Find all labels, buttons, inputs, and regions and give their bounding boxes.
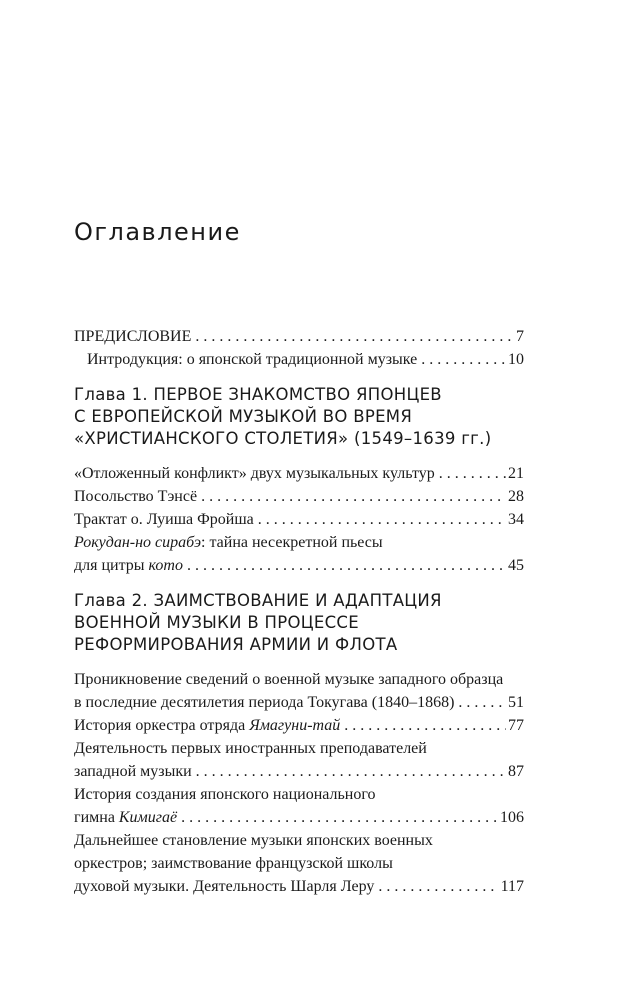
toc-entry-text: западной музыки bbox=[74, 763, 192, 780]
italic-title: Ямагуни-тай bbox=[249, 717, 341, 734]
toc-entry-line: Деятельность первых иностранных преподавателей bbox=[74, 740, 427, 757]
chapter-heading-line: «ХРИСТИАНСКОГО СТОЛЕТИЯ» (1549–1639 гг.) bbox=[74, 429, 492, 448]
leader-dots bbox=[458, 691, 506, 714]
toc-entry-line: Дальнейшее становление музыки японских военных bbox=[74, 832, 433, 849]
toc-entry-text-wrap bbox=[74, 714, 340, 737]
spacer bbox=[74, 656, 524, 668]
toc-entry-line bbox=[74, 554, 524, 577]
toc-page-number: 28 bbox=[508, 488, 524, 505]
spacer bbox=[74, 577, 524, 590]
italic-title: Кимигаё bbox=[118, 809, 178, 826]
toc-page-number: 117 bbox=[500, 878, 524, 895]
toc-entry-text: духовой музыки. Деятельность Шарля Леру bbox=[74, 878, 375, 895]
toc-page-number: 45 bbox=[508, 557, 524, 574]
toc-entry-ch2-5[interactable] bbox=[74, 829, 524, 898]
toc-entry-line: История создания японского национального bbox=[74, 786, 376, 803]
toc-entry-ch1-3[interactable] bbox=[74, 508, 524, 531]
toc-entry-ch2-1[interactable] bbox=[74, 668, 524, 714]
toc-entry-preface[interactable] bbox=[74, 325, 524, 348]
toc-entry-line bbox=[74, 531, 524, 554]
toc-page-number: 21 bbox=[508, 465, 524, 482]
toc-entry-text: История оркестра отряда bbox=[74, 717, 250, 734]
toc-page-number: 77 bbox=[508, 717, 524, 734]
toc-entry-text-wrap bbox=[74, 806, 177, 829]
toc-entry-ch1-2[interactable] bbox=[74, 485, 524, 508]
leader-dots bbox=[378, 875, 498, 898]
toc-entry-line bbox=[74, 691, 524, 714]
toc-page-number: 10 bbox=[508, 351, 524, 368]
toc-entry-ch2-4[interactable] bbox=[74, 783, 524, 829]
table-of-contents bbox=[74, 325, 524, 898]
chapter-heading-line: С ЕВРОПЕЙСКОЙ МУЗЫКОЙ ВО ВРЕМЯ bbox=[74, 407, 413, 426]
toc-entry-text: гимна bbox=[74, 809, 119, 826]
toc-entry-line bbox=[74, 875, 524, 898]
spacer bbox=[74, 450, 524, 462]
leader-dots bbox=[195, 325, 514, 348]
toc-entry-text: : тайна несекретной пьесы bbox=[201, 534, 383, 551]
toc-entry-ch2-2[interactable] bbox=[74, 714, 524, 737]
leader-dots bbox=[258, 508, 506, 531]
leader-dots bbox=[201, 485, 506, 508]
italic-title: кото bbox=[148, 557, 183, 574]
toc-page-number: 106 bbox=[500, 809, 524, 826]
toc-entry-text-wrap bbox=[74, 554, 183, 577]
toc-entry-text: «Отложенный конфликт» двух музыкальных культур bbox=[74, 465, 435, 482]
toc-entry-line bbox=[74, 806, 524, 829]
toc-entry-line bbox=[74, 760, 524, 783]
toc-entry-ch1-1[interactable] bbox=[74, 462, 524, 485]
toc-entry-text: ПРЕДИСЛОВИЕ bbox=[74, 328, 192, 345]
toc-entry-ch1-4[interactable] bbox=[74, 531, 524, 577]
toc-entry-text: в последние десятилетия периода Токугава (1840–1868) bbox=[74, 694, 455, 711]
leader-dots bbox=[187, 554, 506, 577]
leader-dots bbox=[181, 806, 498, 829]
spacer bbox=[74, 371, 524, 384]
leader-dots bbox=[421, 348, 506, 371]
toc-page-number: 7 bbox=[516, 328, 524, 345]
leader-dots bbox=[344, 714, 506, 737]
chapter-heading-line: ВОЕННОЙ МУЗЫКИ В ПРОЦЕССЕ bbox=[74, 613, 359, 632]
leader-dots bbox=[196, 760, 506, 783]
toc-page-number: 51 bbox=[508, 694, 524, 711]
toc-entry-line: оркестров; заимствование французской школы bbox=[74, 855, 393, 872]
toc-entry-text: Посольство Тэнсё bbox=[74, 488, 198, 505]
toc-entry-text: Интродукция: о японской традиционной музыке bbox=[87, 351, 418, 368]
leader-dots bbox=[439, 462, 506, 485]
page-title: Оглавление bbox=[74, 218, 241, 246]
toc-entry-line: Проникновение сведений о военной музыке западного образца bbox=[74, 671, 504, 688]
toc-page-number: 34 bbox=[508, 511, 524, 528]
chapter-heading-line: Глава 2. ЗАИМСТВОВАНИЕ И АДАПТАЦИЯ bbox=[74, 591, 442, 610]
italic-title: Рокудан-но сирабэ bbox=[74, 534, 202, 551]
chapter-1-heading bbox=[74, 384, 524, 450]
chapter-heading-line: РЕФОРМИРОВАНИЯ АРМИИ И ФЛОТА bbox=[74, 635, 398, 654]
toc-entry-text: Трактат о. Луиша Фройша bbox=[74, 511, 254, 528]
toc-entry-text: для цитры bbox=[74, 557, 149, 574]
toc-entry-ch2-3[interactable] bbox=[74, 737, 524, 783]
chapter-heading-line: Глава 1. ПЕРВОЕ ЗНАКОМСТВО ЯПОНЦЕВ bbox=[74, 385, 442, 404]
toc-page-number: 87 bbox=[508, 763, 524, 780]
toc-entry-intro[interactable] bbox=[74, 348, 524, 371]
chapter-2-heading bbox=[74, 590, 524, 656]
